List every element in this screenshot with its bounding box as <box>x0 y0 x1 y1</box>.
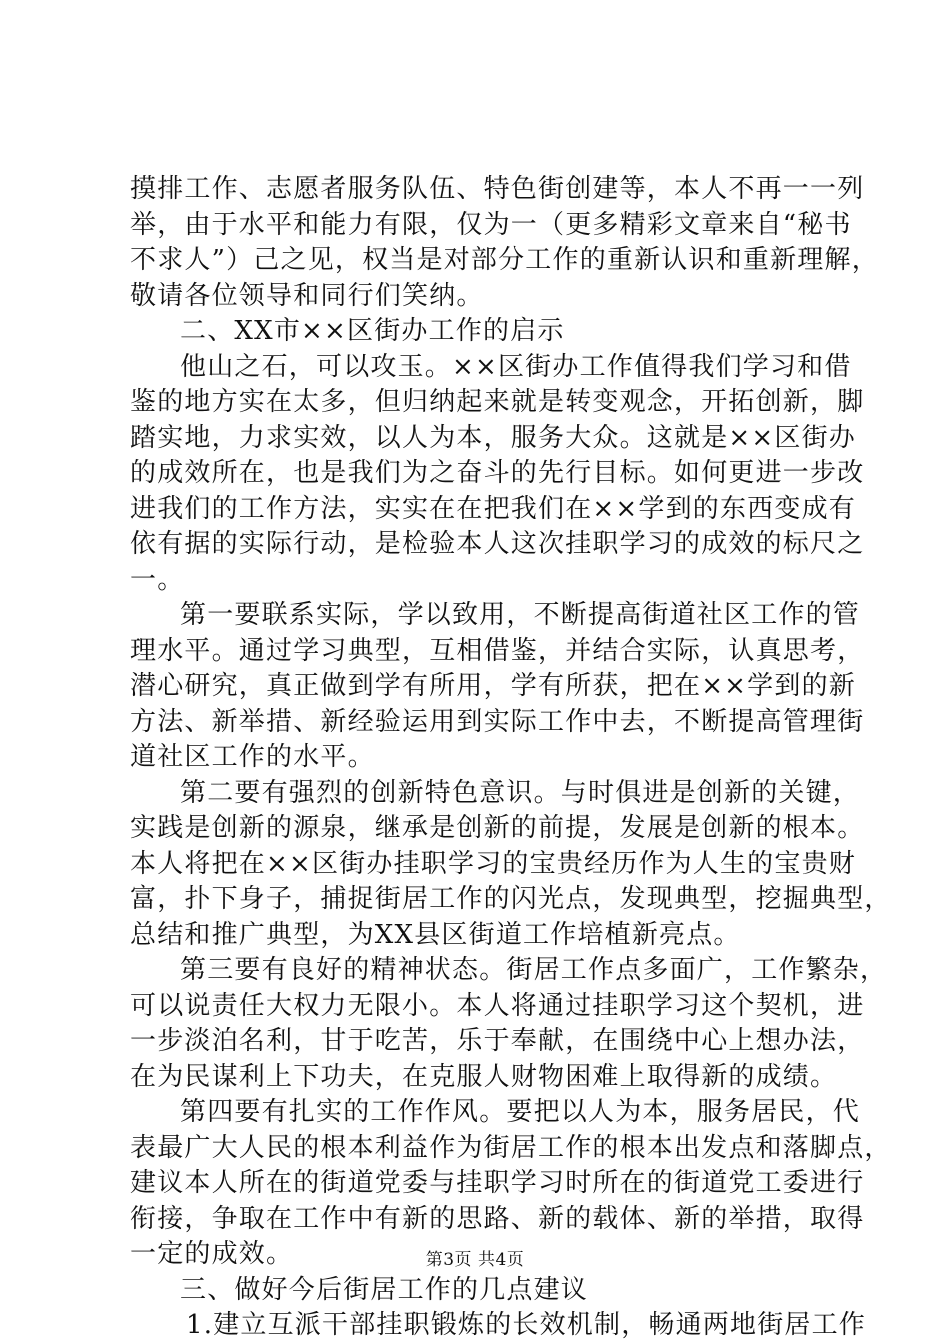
text-line: 第四要有扎实的工作作风。要把以人为本，服务居民，代 <box>180 1097 861 1127</box>
text-line: 不求人”）己之见，权当是对部分工作的重新认识和重新理解， <box>130 245 879 275</box>
text-line: 实践是创新的源泉，继承是创新的前提，发展是创新的根本。 <box>130 813 865 843</box>
text-line: 建议本人所在的街道党委与挂职学习时所在的街道党工委进行 <box>130 1168 865 1198</box>
text-line: 一。 <box>130 564 185 595</box>
text-line: 方法、新举措、新经验运用到实际工作中去，不断提高管理街 <box>130 706 865 737</box>
text-line: 理水平。通过学习典型，互相借鉴，并结合实际，认真思考， <box>130 635 865 666</box>
text-line: 的成效所在，也是我们为之奋斗的先行目标。如何更进一步改 <box>130 458 865 488</box>
text-line: 一步淡泊名利，甘于吃苦，乐于奉献，在围绕中心上想办法， <box>130 1026 865 1056</box>
text-line: 道社区工作的水平。 <box>130 742 375 772</box>
text-line: 依有据的实际行动，是检验本人这次挂职学习的成效的标尺之 <box>130 529 865 559</box>
text-line: 可以说责任大权力无限小。本人将通过挂职学习这个契机，进 <box>130 990 865 1021</box>
text-line: 表最广大人民的根本利益作为街居工作的根本出发点和落脚点， <box>130 1132 892 1163</box>
text-line: 举，由于水平和能力有限，仅为一（更多精彩文章来自“秘书 <box>130 209 852 240</box>
text-line: 第二要有强烈的创新特色意识。与时俱进是创新的关键， <box>180 777 861 808</box>
section-heading: 二、XX市××区街办工作的启示 <box>180 316 565 346</box>
text-line: 进我们的工作方法，实实在在把我们在××学到的东西变成有 <box>130 493 856 524</box>
text-line: 他山之石，可以攻玉。××区街办工作值得我们学习和借 <box>180 351 852 382</box>
text-line: 潜心研究，真正做到学有所用，学有所获，把在××学到的新 <box>130 671 856 701</box>
text-line: 富，扑下身子，捕捉街居工作的闪光点，发现典型，挖掘典型， <box>130 884 892 914</box>
text-line: 衔接，争取在工作中有新的思路、新的载体、新的举措，取得 <box>130 1203 865 1234</box>
text-line: 1.建立互派干部挂职锻炼的长效机制，畅通两地街居工作 <box>186 1310 867 1340</box>
text-line: 第一要联系实际，学以致用，不断提高街道社区工作的管 <box>180 600 861 630</box>
text-line: 总结和推广典型，为XX县区街道工作培植新亮点。 <box>130 919 741 950</box>
text-line: 一定的成效。 <box>130 1239 294 1269</box>
document-body <box>130 172 892 1344</box>
text-line: 敬请各位领导和同行们笑纳。 <box>130 280 484 311</box>
text-line: 踏实地，力求实效，以人为本，服务大众。这就是××区街办 <box>130 422 856 453</box>
text-line: 鉴的地方实在太多，但归纳起来就是转变观念，开拓创新，脚 <box>130 387 865 417</box>
section-heading: 三、做好今后街居工作的几点建议 <box>180 1274 589 1305</box>
text-line: 本人将把在××区街办挂职学习的宝贵经历作为人生的宝贵财 <box>130 848 856 879</box>
text-line: 在为民谋利上下功夫，在克服人财物困难上取得新的成绩。 <box>130 1061 838 1092</box>
text-line: 第三要有良好的精神状态。街居工作点多面广，工作繁杂， <box>180 955 888 985</box>
text-line: 摸排工作、志愿者服务队伍、特色街创建等，本人不再一一列 <box>130 174 865 204</box>
page-number-footer: 第3页 共4页 <box>425 1250 525 1270</box>
